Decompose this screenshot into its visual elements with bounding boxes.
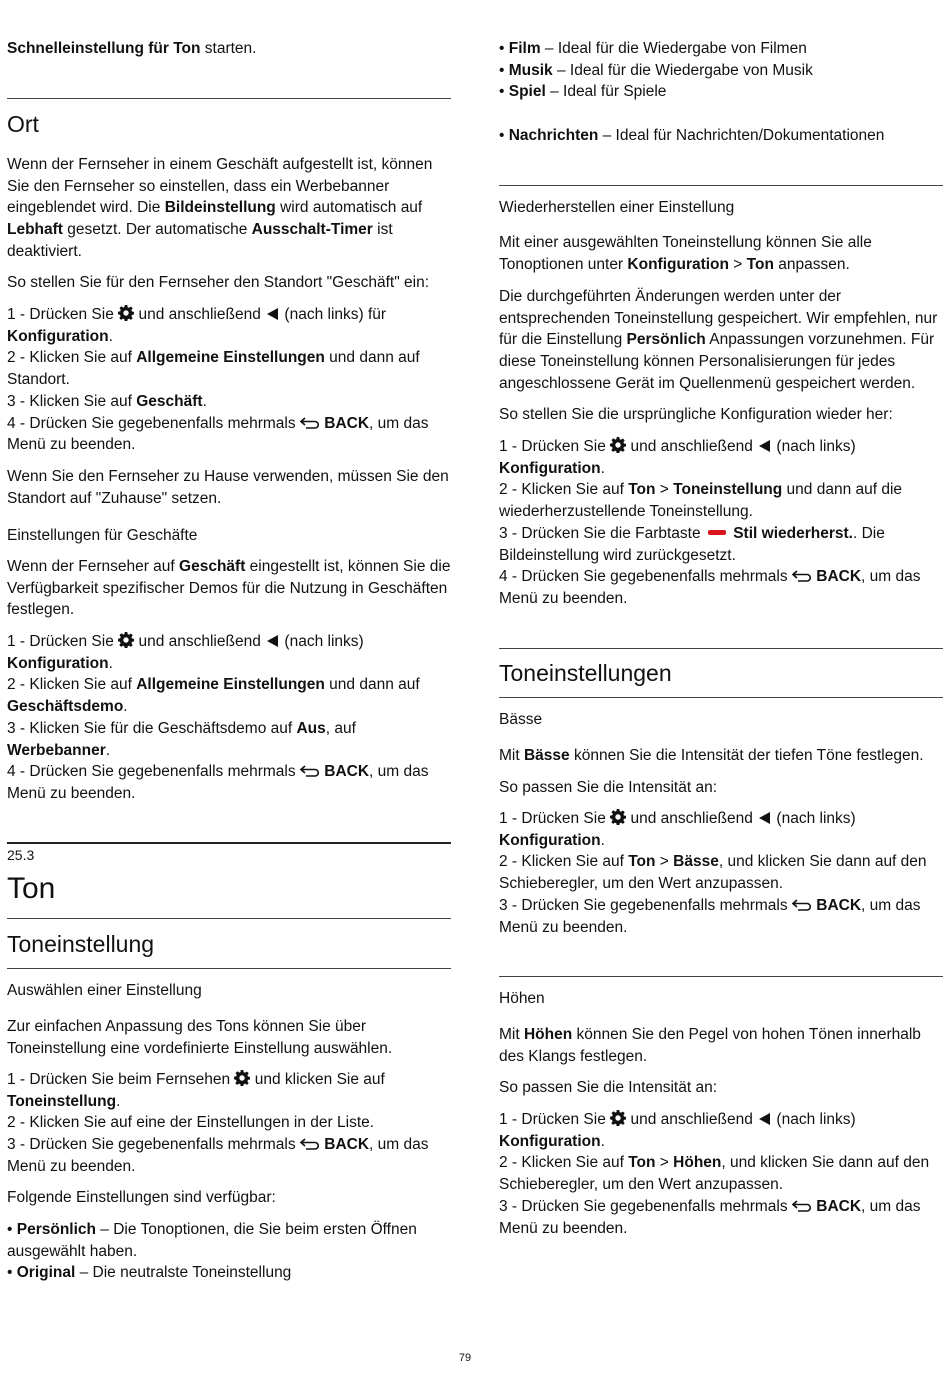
step-2: 2 - Klicken Sie auf Allgemeine Einstellungen und dann auf Standort. bbox=[7, 349, 420, 389]
divider bbox=[499, 976, 943, 977]
step-3: 3 - Drücken Sie die Farbtaste Stil wiederherst.. Die Bildeinstellung wird zurückgesetzt. bbox=[499, 524, 885, 564]
left-arrow-icon bbox=[759, 812, 770, 824]
back-icon bbox=[792, 570, 812, 582]
step-1: 1 - Drücken Sie und anschließend (nach links) Konfiguration. bbox=[499, 1111, 856, 1150]
gear-icon bbox=[610, 1110, 626, 1126]
intro-line: Schnelleinstellung für Ton starten. bbox=[7, 40, 257, 57]
list-item: • Spiel – Ideal für Spiele bbox=[499, 83, 667, 101]
gear-icon bbox=[234, 1070, 250, 1086]
step-1: 1 - Drücken Sie und anschließend (nach links) Konfiguration. bbox=[499, 438, 856, 477]
step-2: 2 - Klicken Sie auf eine der Einstellungen in der Liste. bbox=[7, 1114, 375, 1132]
restore-paragraph-2: Die durchgeführten Änderungen werden unter der entsprechenden Toneinstellung gespeichert. Wir empfehlen, nur für die Einstellung Persönlich Anpassungen vorzunehmen. Für diese Toneinstellung können Personalisierungen für jedes angeschlossene Gerät im Quellenmenü gespeichert werden. bbox=[499, 288, 938, 392]
divider bbox=[7, 918, 451, 919]
heading-toneinstellungen: Toneinstellungen bbox=[499, 660, 672, 686]
section-number: 25.3 bbox=[7, 847, 35, 863]
shops-steps bbox=[7, 631, 451, 805]
divider bbox=[499, 697, 943, 698]
red-color-key-icon bbox=[708, 530, 726, 535]
ort-steps bbox=[7, 304, 451, 456]
bass-paragraph-1: Mit Bässe können Sie die Intensität der tiefen Töne festlegen. bbox=[499, 747, 924, 764]
step-4: 4 - Drücken Sie gegebenenfalls mehrmals BACK, um das Menü zu beenden. bbox=[7, 763, 429, 802]
ton-paragraph-1: Zur einfachen Anpassung des Tons können Sie über Toneinstellung eine vordefinierte Einstellung auswählen. bbox=[7, 1018, 393, 1057]
gear-icon bbox=[610, 809, 626, 825]
divider bbox=[499, 648, 943, 649]
restore-paragraph-3: So stellen Sie die ursprüngliche Konfiguration wieder her: bbox=[499, 406, 893, 423]
step-3: 3 - Klicken Sie auf Geschäft. bbox=[7, 392, 207, 410]
divider bbox=[7, 968, 451, 969]
step-3: 3 - Drücken Sie gegebenenfalls mehrmals BACK, um das Menü zu beenden. bbox=[499, 1197, 921, 1237]
treble-paragraph-2: So passen Sie die Intensität an: bbox=[499, 1079, 718, 1096]
ton-paragraph-2: Folgende Einstellungen sind verfügbar: bbox=[7, 1189, 276, 1206]
bass-paragraph-2: So passen Sie die Intensität an: bbox=[499, 779, 718, 796]
step-2: 2 - Klicken Sie auf Allgemeine Einstellungen und dann auf Geschäftsdemo. bbox=[7, 676, 420, 716]
step-3: 3 - Drücken Sie gegebenenfalls mehrmals BACK, um das Menü zu beenden. bbox=[499, 896, 921, 936]
heading-shops: Einstellungen für Geschäfte bbox=[7, 527, 198, 544]
left-arrow-icon bbox=[267, 635, 278, 647]
heading-toneinstellung: Toneinstellung bbox=[7, 931, 155, 957]
list-item: • Persönlich – Die Tonoptionen, die Sie beim ersten Öffnen ausgewählt haben. bbox=[7, 1221, 417, 1260]
subheading-select: Auswählen einer Einstellung bbox=[7, 982, 202, 999]
list-item: • Original – Die neutralste Toneinstellung bbox=[7, 1264, 292, 1282]
step-3: 3 - Drücken Sie gegebenenfalls mehrmals BACK, um das Menü zu beenden. bbox=[7, 1136, 429, 1175]
divider bbox=[499, 185, 943, 186]
divider bbox=[7, 98, 451, 99]
step-1: 1 - Drücken Sie und anschließend (nach links) Konfiguration. bbox=[499, 810, 856, 849]
ort-paragraph-2: So stellen Sie für den Fernseher den Standort "Geschäft" ein: bbox=[7, 274, 429, 291]
step-4: 4 - Drücken Sie gegebenenfalls mehrmals BACK, um das Menü zu beenden. bbox=[7, 414, 429, 454]
restore-paragraph-1: Mit einer ausgewählten Toneinstellung können Sie alle Tonoptionen unter Konfiguration > Ton anpassen. bbox=[499, 234, 872, 273]
subheading-treble: Höhen bbox=[499, 990, 545, 1007]
heading-restore: Wiederherstellen einer Einstellung bbox=[499, 199, 735, 216]
step-1: 1 - Drücken Sie und anschließend (nach links) Konfiguration. bbox=[7, 633, 364, 672]
ton-options-list bbox=[7, 1219, 451, 1284]
list-item: • Nachrichten – Ideal für Nachrichten/Dokumentationen bbox=[499, 127, 885, 144]
back-icon bbox=[300, 765, 320, 777]
step-3: 3 - Klicken Sie für die Geschäftsdemo auf Aus, auf Werbebanner. bbox=[7, 719, 356, 759]
step-2: 2 - Klicken Sie auf Ton > Toneinstellung und dann auf die wiederherzustellende Toneinstellung. bbox=[499, 481, 903, 521]
ton-options-list-cont bbox=[499, 38, 943, 103]
step-1: 1 - Drücken Sie und anschließend (nach links) für Konfiguration. bbox=[7, 306, 387, 345]
left-arrow-icon bbox=[759, 1113, 770, 1125]
back-icon bbox=[792, 1200, 812, 1212]
heading-ort: Ort bbox=[7, 111, 39, 137]
treble-paragraph-1: Mit Höhen können Sie den Pegel von hohen Tönen innerhalb des Klangs festlegen. bbox=[499, 1026, 921, 1065]
divider bbox=[7, 842, 451, 844]
left-arrow-icon bbox=[759, 440, 770, 452]
shops-paragraph: Wenn der Fernseher auf Geschäft eingestellt ist, können Sie die Verfügbarkeit spezifischer Demos für die Nutzung in Geschäften festlegen. bbox=[7, 558, 451, 619]
gear-icon bbox=[610, 437, 626, 453]
restore-steps bbox=[499, 436, 943, 610]
step-2: 2 - Klicken Sie auf Ton > Bässe, und klicken Sie dann auf den Schieberegler, um den Wert anzupassen. bbox=[499, 853, 927, 893]
section-title: Ton bbox=[7, 872, 56, 905]
step-4: 4 - Drücken Sie gegebenenfalls mehrmals BACK, um das Menü zu beenden. bbox=[499, 568, 921, 607]
step-1: 1 - Drücken Sie beim Fernsehen und klicken Sie auf Toneinstellung. bbox=[7, 1071, 385, 1110]
treble-steps bbox=[499, 1109, 943, 1239]
page-number: 79 bbox=[458, 1352, 472, 1364]
gear-icon bbox=[118, 305, 134, 321]
ton-steps bbox=[7, 1069, 451, 1178]
back-icon bbox=[300, 1138, 320, 1150]
back-icon bbox=[792, 899, 812, 911]
gear-icon bbox=[118, 632, 134, 648]
ort-paragraph-1: Wenn der Fernseher in einem Geschäft aufgestellt ist, können Sie den Fernseher so einstellen, dass ein Werbebanner eingeblendet wird. Die Bildeinstellung wird automatisch auf Lebhaft gesetzt. Der automatische Ausschalt-Timer ist deaktiviert. bbox=[7, 156, 433, 260]
bass-steps bbox=[499, 808, 943, 938]
step-2: 2 - Klicken Sie auf Ton > Höhen, und klicken Sie dann auf den Schieberegler, um den Wert anzupassen. bbox=[499, 1154, 930, 1194]
left-arrow-icon bbox=[267, 308, 278, 320]
list-item: • Film – Ideal für die Wiedergabe von Filmen bbox=[499, 40, 807, 57]
list-item: • Musik – Ideal für die Wiedergabe von Musik bbox=[499, 61, 813, 79]
ort-paragraph-3: Wenn Sie den Fernseher zu Hause verwenden, müssen Sie den Standort auf "Zuhause" setzen. bbox=[7, 468, 449, 507]
back-icon bbox=[300, 417, 320, 429]
subheading-bass: Bässe bbox=[499, 711, 543, 728]
